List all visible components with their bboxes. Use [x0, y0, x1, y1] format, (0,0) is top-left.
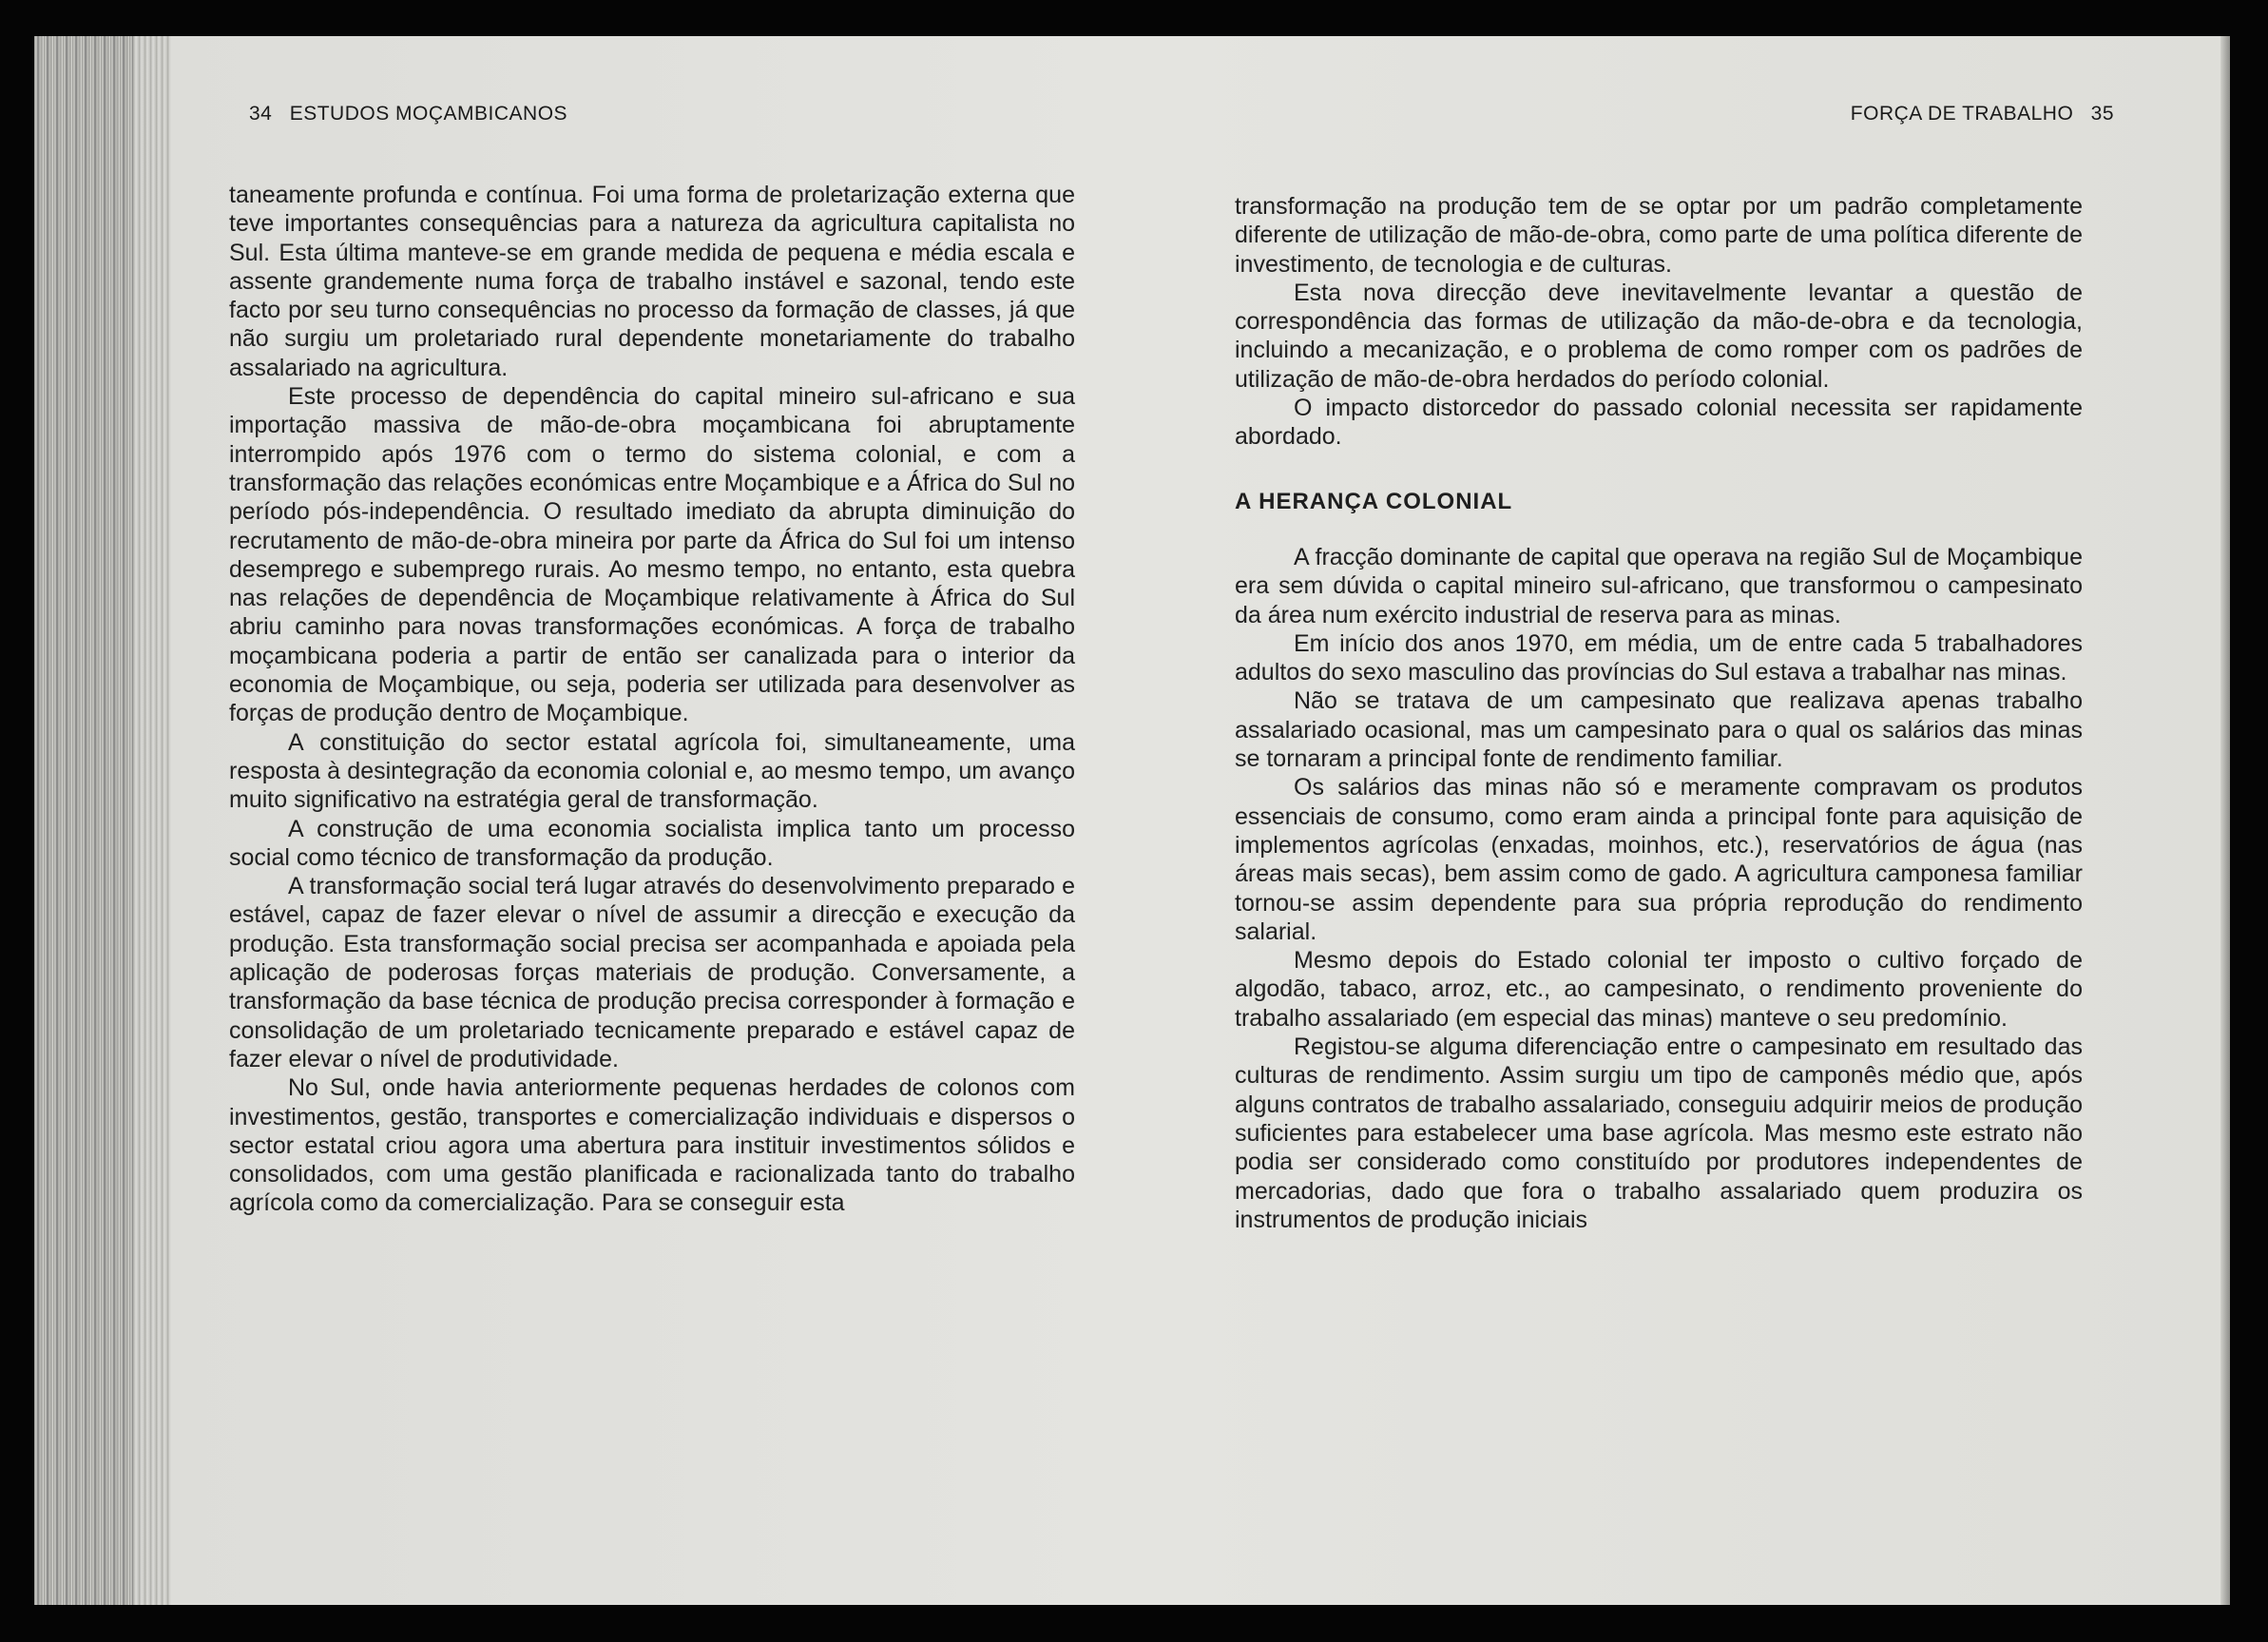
paragraph: taneamente profunda e contínua. Foi uma forma de proletarização externa que teve importantes consequências para a natureza da agricultura capitalista no Sul. Esta última manteve-se em grande medida de pequena e média escala e assente grandemente numa força de trabalho instável e sazonal, tendo este facto por seu turno consequências no processo da formação de classes, já que não surgiu um proletariado rural dependente monetariamente do trabalho assalariado na agricultura. [229, 182, 1075, 381]
paragraph: Não se tratava de um campesinato que realizava apenas trabalho assalariado ocasional, mas um campesinato para o qual os salários das minas se tornaram a principal fonte de rendimento familiar. [1235, 687, 2083, 773]
paragraph: Este processo de dependência do capital mineiro sul-africano e sua importação massiva de mão-de-obra moçambicana foi abruptamente interrompido após 1976 com o termo do sistema colonial, e com a transformação das relações económicas entre Moçambique e a África do Sul no período pós-independência. O resultado imediato da abrupta diminuição do recrutamento de mão-de-obra mineira por parte da África do Sul foi um intenso desemprego e subemprego rurais. Ao mesmo tempo, no entanto, esta quebra nas relações de dependência de Moçambique relativamente à África do Sul abriu caminho para novas transformações económicas. A força de trabalho moçambicana poderia a partir de então ser canalizada para o interior da economia de Moçambique, ou seja, poderia ser utilizada para desenvolver as forças de produção dentro de Moçambique. [229, 383, 1075, 727]
section-heading: A HERANÇA COLONIAL [1235, 488, 1513, 514]
paragraph: A constituição do sector estatal agrícola foi, simultaneamente, uma resposta à desintegração da economia colonial e, ao mesmo tempo, um avanço muito significativo na estratégia geral de transformação. [229, 728, 1075, 814]
paragraph: Os salários das minas não só e meramente compravam os produtos essenciais de consumo, como eram ainda a principal fonte para aquisição de implementos agrícolas (enxadas, moinhos, etc.), reservatórios de água (nas áreas mais secas), bem assim como de gado. A agricultura camponesa familiar tornou-se assim dependente para sua própria reprodução do rendimento salarial. [1235, 774, 2083, 945]
paragraph: Registou-se alguma diferenciação entre o campesinato em resultado das culturas de rendimento. Assim surgiu um tipo de camponês médio que, após alguns contratos de trabalho assalariado, conseguiu adquirir meios de produção suficientes para estabelecer uma base agrícola. Mas mesmo este estrato não podia ser considerado como constituído por produtores independentes de mercadorias, dado que fora o trabalho assalariado quem produzira os instrumentos de produção iniciais [1235, 1033, 2083, 1233]
right-page-header [1851, 103, 2125, 126]
binding-fade [133, 36, 171, 1605]
paragraph: No Sul, onde havia anteriormente pequenas herdades de colonos com investimentos, gestão, transportes e comercialização individuais e dispersos o sector estatal criou agora uma abertura para instituir investimentos sólidos e consolidados, com uma gestão planificada e racionalizada tanto do trabalho agrícola como da comercialização. Para se conseguir esta [229, 1074, 1075, 1217]
book-binding-shadow [34, 36, 133, 1605]
page-edge [2220, 36, 2230, 1605]
paragraph: Em início dos anos 1970, em média, um de entre cada 5 trabalhadores adultos do sexo masculino das províncias do Sul estava a trabalhar nas minas. [1235, 629, 2083, 686]
paragraph: A construção de uma economia socialista implica tanto um processo social como técnico de transformação da produção. [229, 815, 1075, 871]
right-page-body [1235, 192, 2083, 1234]
left-page-number: 34 [249, 103, 273, 125]
right-page-number: 35 [2090, 103, 2114, 125]
paragraph: A transformação social terá lugar através do desenvolvimento preparado e estável, capaz de fazer elevar o nível de assumir a direcção e execução da produção. Esta transformação social precisa ser acompanhada e apoiada pela aplicação de poderosas forças materiais de produção. Conversamente, a transformação da base técnica de produção precisa corresponder à formação e consolidação de um proletariado tecnicamente preparado e estável capaz de fazer elevar o nível de produtividade. [229, 873, 1075, 1072]
paragraph: Mesmo depois do Estado colonial ter imposto o cultivo forçado de algodão, tabaco, arroz, etc., ao campesinato, o rendimento proveniente do trabalho assalariado (em especial das minas) manteve o seu predomínio. [1235, 947, 2083, 1032]
paragraph: Esta nova direcção deve inevitavelmente levantar a questão de correspondência das formas de utilização da mão-de-obra e da tecnologia, incluindo a mecanização, e o problema de como romper com os padrões de utilização de mão-de-obra herdados do período colonial. [1235, 279, 2083, 393]
left-page-header [238, 103, 567, 126]
paragraph: O impacto distorcedor do passado colonial necessita ser rapidamente abordado. [1235, 395, 2083, 451]
paragraph: A fracção dominante de capital que operava na região Sul de Moçambique era sem dúvida o capital mineiro sul-africano, que transformou o campesinato da área num exército industrial de reserva para as minas. [1235, 543, 2083, 628]
paragraph: transformação na produção tem de se optar por um padrão completamente diferente de utilização de mão-de-obra, como parte de uma política diferente de investimento, de tecnologia e de culturas. [1235, 193, 2083, 278]
right-running-title: FORÇA DE TRABALHO [1850, 103, 2074, 125]
left-page-body [229, 181, 1075, 1218]
left-running-title: ESTUDOS MOÇAMBICANOS [289, 103, 568, 125]
